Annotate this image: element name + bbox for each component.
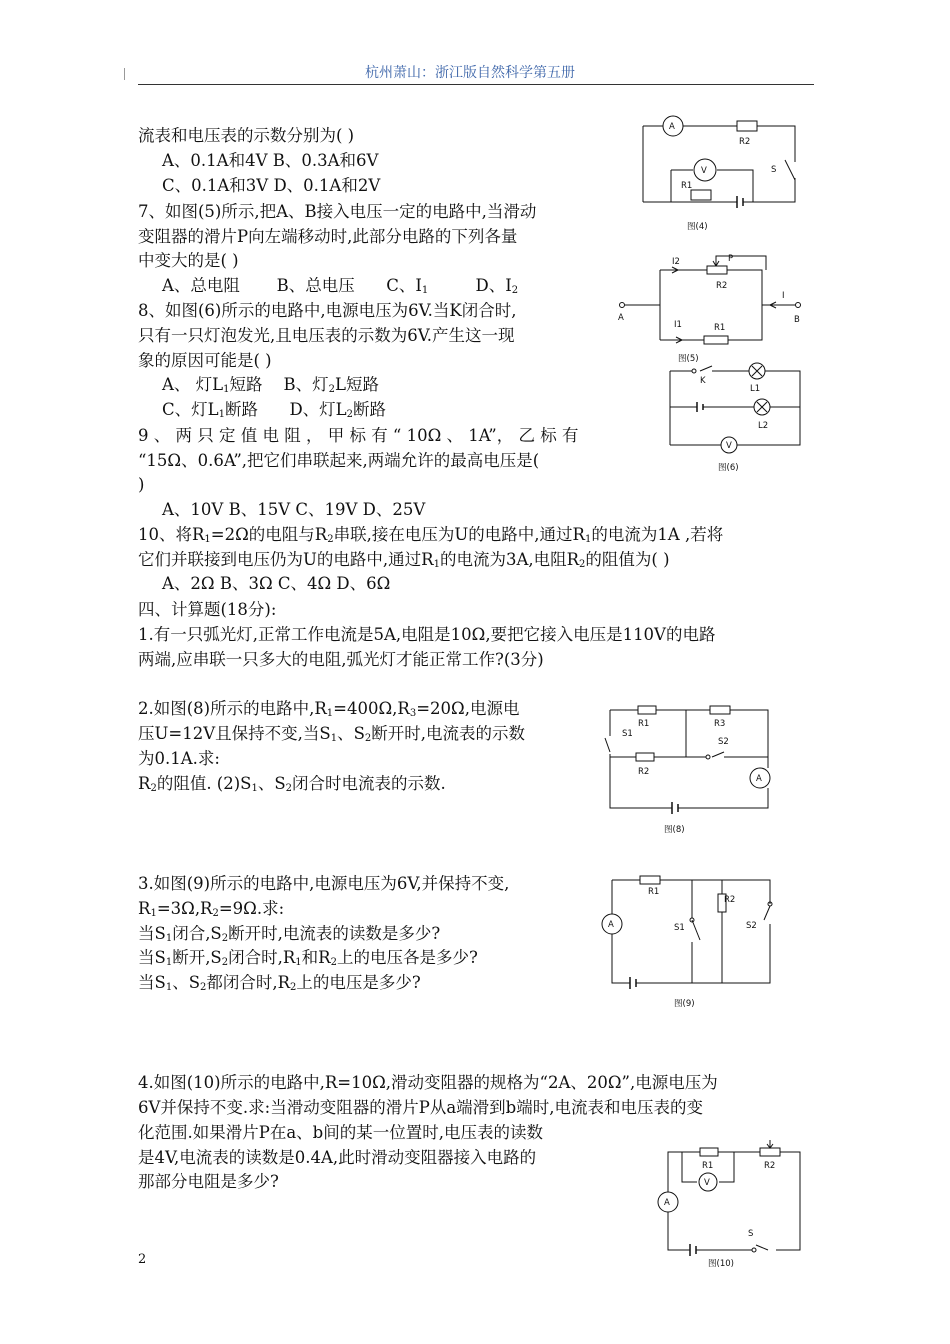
- sub: 2: [346, 409, 354, 420]
- p3-text: 断开时,电流表的读数是多少?: [228, 924, 441, 943]
- p3-text: 当S: [138, 948, 166, 967]
- p4-line5: 那部分电阻是多少?: [138, 1172, 279, 1191]
- q10-text-d: 的电流为1A ,若将: [591, 525, 724, 544]
- figure-caption: 图(5): [678, 354, 699, 364]
- q7-line3: 中变大的是( ): [138, 251, 239, 270]
- sub: 2: [328, 384, 335, 395]
- sub: 2: [212, 908, 219, 919]
- ammeter-label: A: [664, 1198, 670, 1208]
- sub: 2: [200, 982, 207, 993]
- sub: 3: [409, 708, 417, 719]
- p3-text: 和R: [301, 948, 331, 967]
- q9-line1: 9 、 两 只 定 值 电 阻 ， 甲 标 有 “ 10Ω 、 1A”， 乙 标 有: [138, 426, 579, 445]
- resistor-label: R1: [638, 719, 650, 729]
- resistor-label: R2: [638, 767, 650, 777]
- q10-text-g: 的阻值为( ): [585, 550, 670, 569]
- q8-option-b-tail: L短路: [335, 375, 379, 394]
- switch-label: S: [748, 1229, 754, 1239]
- slider-label: P: [728, 254, 734, 264]
- p2-text: 压U=12V且保持不变,当S: [138, 724, 331, 743]
- p3-text: 都闭合时,R: [206, 973, 291, 992]
- switch-label: S2: [746, 921, 757, 931]
- sub: 2: [327, 534, 334, 545]
- sub: 1: [150, 908, 157, 919]
- q6-options-1: A、0.1A和4V B、0.3A和6V: [162, 151, 379, 170]
- current-label: I1: [674, 320, 682, 330]
- q8-option-b: B、灯: [283, 375, 329, 394]
- p2-line3: 为0.1A.求:: [138, 749, 220, 768]
- sub: 2: [364, 733, 372, 744]
- resistor-label: R2: [764, 1161, 776, 1171]
- figure-4-circuit: [635, 110, 810, 235]
- p1-line1: 1.有一只弧光灯,正常工作电流是5A,电阻是10Ω,要把它接入电压是110V的电路: [138, 625, 716, 644]
- resistor-label: R1: [681, 181, 693, 191]
- p3-line5: [138, 971, 421, 1000]
- q8-option-a: A、 灯L: [162, 375, 224, 394]
- figure-10-circuit: [652, 1140, 812, 1270]
- p3-text: 当S: [138, 924, 166, 943]
- q7-option-b: B、总电压: [276, 276, 355, 295]
- q10-text-e: 它们并联接到电压仍为U的电路中,通过R: [138, 550, 434, 569]
- sub: 2: [511, 285, 519, 296]
- header-rule: [138, 84, 814, 85]
- sub: 1: [326, 708, 334, 719]
- figure-caption: 图(8): [664, 825, 685, 835]
- figure-caption: 图(10): [708, 1259, 734, 1269]
- ammeter-label: A: [756, 774, 762, 784]
- sub: 1: [295, 957, 302, 968]
- p2-text: 、S: [257, 774, 286, 793]
- sub: 2: [221, 957, 229, 968]
- voltmeter-label: V: [701, 166, 707, 176]
- sub: 2: [285, 783, 293, 794]
- q7-line1: 7、如图(5)所示,把A、B接入电压一定的电路中,当滑动: [138, 202, 537, 221]
- switch-label: S2: [718, 737, 729, 747]
- figure-caption: 图(6): [718, 463, 739, 473]
- sub: 2: [150, 783, 157, 794]
- switch-label: K: [700, 376, 706, 386]
- figure-6-circuit: [664, 360, 809, 478]
- p2-text: R: [138, 774, 151, 793]
- p2-text: 断开时,电流表的示数: [371, 724, 526, 743]
- terminal-a: A: [618, 313, 624, 323]
- figure-5-circuit: [612, 250, 807, 365]
- p3-text: 闭合时,R: [228, 948, 296, 967]
- p3-text: 上的电压是多少?: [296, 973, 421, 992]
- p1-line2: 两端,应串联一只多大的电阻,弧光灯才能正常工作?(3分): [138, 650, 544, 669]
- p2-text: 、S: [337, 724, 365, 743]
- page-header: 杭州萧山：浙江版自然科学第五册: [365, 65, 575, 81]
- ammeter-label: A: [608, 920, 614, 930]
- p4-line2: 6V并保持不变.求:当滑动变阻器的滑片P从a端滑到b端时,电流表和电压表的变: [138, 1098, 703, 1117]
- q10-options: A、2Ω B、3Ω C、4Ω D、6Ω: [162, 574, 391, 593]
- q6-stem: 流表和电压表的示数分别为( ): [138, 126, 355, 145]
- resistor-label: R1: [702, 1161, 714, 1171]
- resistor-label: R1: [714, 323, 726, 333]
- p4-line1: 4.如图(10)所示的电路中,R=10Ω,滑动变阻器的规格为“2A、20Ω”,电源电压为: [138, 1073, 718, 1092]
- sub: 2: [221, 933, 229, 944]
- q8-option-c-tail: 断路: [224, 400, 258, 419]
- voltmeter-label: V: [726, 441, 732, 451]
- q8-option-d: D、灯L: [289, 400, 347, 419]
- section-title: 四、计算题(18分):: [138, 600, 277, 619]
- q7-line2: 变阻器的滑片P向左端移动时,此部分电路的下列各量: [138, 227, 518, 246]
- resistor-label: R2: [739, 137, 751, 147]
- q9-line3: ): [138, 475, 145, 494]
- resistor-label: R2: [724, 895, 736, 905]
- lamp-label: L2: [758, 421, 769, 431]
- p3-text: 断开,S: [172, 948, 222, 967]
- resistor-label: R2: [716, 281, 728, 291]
- figure-caption: 图(4): [687, 222, 708, 232]
- p3-text: 闭合,S: [172, 924, 222, 943]
- q10-text-f: 的电流为3A,电阻R: [439, 550, 580, 569]
- p3-text: =9Ω.求:: [218, 899, 285, 918]
- q10-text-c: 串联,接在电压为U的电路中,通过R: [333, 525, 585, 544]
- q7-option-a: A、总电阻: [162, 276, 240, 295]
- sub: 2: [290, 982, 297, 993]
- switch-label: S: [771, 165, 777, 175]
- resistor-label: R1: [648, 887, 660, 897]
- sub: 1: [218, 409, 225, 420]
- q7-option-d: D、I: [475, 276, 512, 295]
- p3-text: 、S: [172, 973, 200, 992]
- sub: 1: [223, 384, 230, 395]
- q10-text-b: =2Ω的电阻与R: [210, 525, 328, 544]
- current-label: I2: [672, 257, 680, 267]
- p3-text: R: [138, 899, 151, 918]
- sub: 1: [165, 957, 173, 968]
- switch-label: S1: [674, 923, 685, 933]
- p2-text: 闭合时电流表的示数.: [292, 774, 446, 793]
- voltmeter-label: V: [704, 1178, 710, 1188]
- p3-text: 上的电压各是多少?: [336, 948, 478, 967]
- p2-text: =20Ω,电源电: [416, 699, 520, 718]
- q8-option-c: C、灯L: [162, 400, 219, 419]
- p2-text: 的阻值. (2)S: [156, 774, 252, 793]
- figure-9-circuit: [598, 868, 778, 1013]
- sub: 1: [584, 534, 592, 545]
- q7-option-c: C、I: [386, 276, 422, 295]
- terminal-b: B: [794, 315, 800, 325]
- switch-label: S1: [622, 729, 633, 739]
- p4-line4: 是4V,电流表的读数是0.4A,此时滑动变阻器接入电路的: [138, 1148, 537, 1167]
- sub: 1: [251, 783, 258, 794]
- q10-text-a: 10、将R: [138, 525, 205, 544]
- p2-text: =400Ω,R: [333, 699, 410, 718]
- q8-line1: 8、如图(6)所示的电路中,电源电压为6V.当K闭合时,: [138, 301, 517, 320]
- p4-line3: 化范围.如果滑片P在a、b间的某一位置时,电压表的读数: [138, 1123, 543, 1142]
- sub: 2: [579, 559, 586, 570]
- sub: 1: [165, 933, 173, 944]
- p2-line4: [138, 772, 446, 801]
- q8-options-2: [162, 398, 386, 427]
- sub: 2: [330, 957, 337, 968]
- sub: 1: [330, 733, 338, 744]
- p3-text: 当S: [138, 973, 166, 992]
- figure-8-circuit: [600, 700, 790, 840]
- lamp-label: L1: [750, 384, 761, 394]
- q8-line2: 只有一只灯泡发光,且电压表的示数为6V.产生这一现: [138, 326, 515, 345]
- sub: 1: [204, 534, 211, 545]
- current-label: I: [782, 291, 785, 301]
- resistor-label: R3: [714, 719, 726, 729]
- q8-option-a-tail: 短路: [229, 375, 263, 394]
- ammeter-label: A: [669, 122, 675, 132]
- sub: 1: [421, 285, 429, 296]
- p3-text: =3Ω,R: [156, 899, 213, 918]
- sub: 1: [165, 982, 173, 993]
- p3-line1: 3.如图(9)所示的电路中,电源电压为6V,并保持不变,: [138, 874, 510, 893]
- q8-line3: 象的原因可能是( ): [138, 351, 272, 370]
- q8-option-d-tail: 断路: [353, 400, 387, 419]
- p2-text: 2.如图(8)所示的电路中,R: [138, 699, 327, 718]
- page-number: 2: [138, 1252, 147, 1267]
- q9-line2: “15Ω、0.6A”,把它们串联起来,两端允许的最高电压是(: [138, 451, 540, 470]
- q6-options-2: C、0.1A和3V D、0.1A和2V: [162, 176, 381, 195]
- sub: 1: [433, 559, 440, 570]
- q9-options: A、10V B、15V C、19V D、25V: [162, 500, 426, 519]
- figure-caption: 图(9): [674, 999, 695, 1009]
